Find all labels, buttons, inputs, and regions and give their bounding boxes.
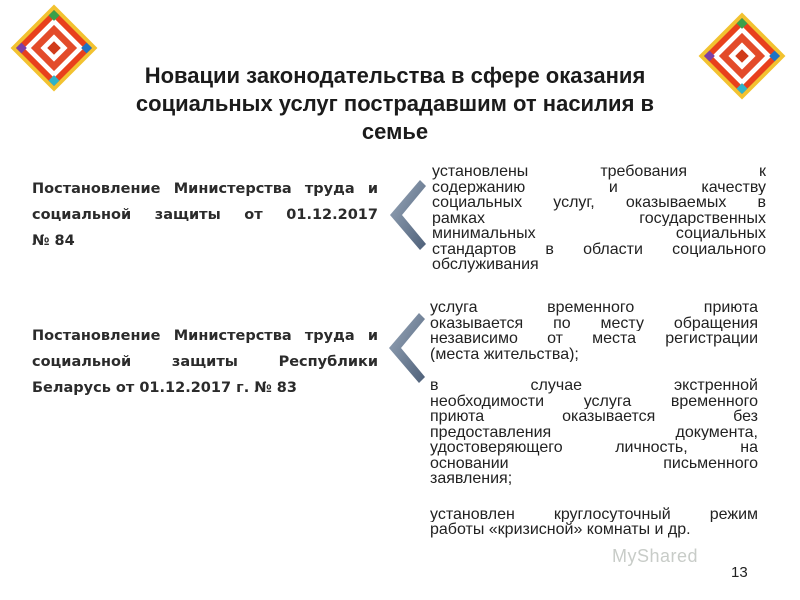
item-line: независимо от места регистрации <box>430 331 758 347</box>
item-line: работы «кризисной» комнаты и др. <box>430 522 691 538</box>
title-line: социальных услуг пострадавшим от насилия в <box>135 91 655 116</box>
title-line: семье <box>361 119 429 144</box>
item-line: удостоверяющего личность, на <box>430 440 758 456</box>
item-line: основании письменного <box>430 455 758 471</box>
description-line: минимальных социальных <box>432 226 766 242</box>
law-item <box>430 300 758 362</box>
item-line: в случае экстренной <box>430 378 758 394</box>
title-line: Новации законодательства в сфере оказания <box>144 63 646 88</box>
description-line: содержанию и качеству <box>432 179 766 195</box>
law-title-line: № 84 <box>32 233 75 249</box>
law-84-title <box>32 176 378 254</box>
description-line: обслуживания <box>432 257 539 273</box>
law-83-items <box>430 300 758 554</box>
law-title-line: Постановление Министерства труда и <box>32 328 378 344</box>
page-number: 13 <box>731 564 748 581</box>
slide-title <box>100 62 690 146</box>
item-line: (места жительства); <box>430 346 579 362</box>
description-line: рамках государственных <box>432 210 766 226</box>
description-line: стандартов в области социального <box>432 241 766 257</box>
law-title-line: социальной защиты от 01.12.2017 <box>32 207 378 223</box>
item-line: приюта оказывается без <box>430 409 758 425</box>
item-line: оказывается по месту обращения <box>430 315 758 331</box>
law-84-description <box>432 164 766 273</box>
law-title-line: социальной защиты Республики <box>32 354 378 370</box>
description-line: установлены требования к <box>432 164 766 180</box>
chevron-left-icon <box>383 311 427 385</box>
description-line: социальных услуг, оказываемых в <box>432 195 766 211</box>
item-line: необходимости услуга временного <box>430 393 758 409</box>
item-line: предоставления документа, <box>430 424 758 440</box>
chevron-left-icon <box>384 178 428 252</box>
item-line: установлен круглосуточный режим <box>430 506 758 522</box>
item-line: услуга временного приюта <box>430 300 758 316</box>
law-title-line: Постановление Министерства труда и <box>32 181 378 197</box>
watermark: MyShared <box>612 546 699 566</box>
item-line: заявления; <box>430 471 513 487</box>
law-83-title <box>32 323 378 401</box>
ornament-right-icon <box>694 8 790 104</box>
ornament-left-icon <box>6 0 102 96</box>
law-item <box>430 378 758 487</box>
law-title-line: Беларусь от 01.12.2017 г. № 83 <box>32 380 297 396</box>
law-item <box>430 507 758 538</box>
